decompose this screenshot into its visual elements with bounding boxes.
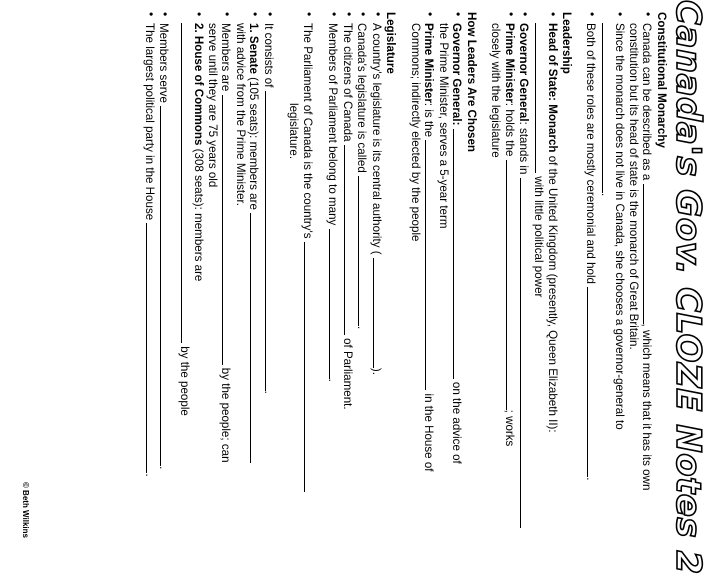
list-item: [627, 12, 655, 532]
fill-blank[interactable]: [506, 160, 517, 410]
item-text: the Prime Minister, serves a 5-year term: [437, 23, 450, 229]
fill-blank[interactable]: [265, 91, 276, 391]
term-label: Head of State:: [546, 23, 560, 101]
fill-blank[interactable]: [644, 184, 655, 324]
item-text: of the United Kingdom (presently, Queen Elizabeth II):: [546, 155, 560, 433]
item-text: Members are: [219, 23, 233, 92]
item-text: .: [143, 473, 156, 477]
item-text: .: [326, 378, 340, 382]
list-item: [370, 12, 385, 532]
item-text: in the House of: [422, 393, 436, 472]
item-text: It consists of: [262, 23, 275, 88]
item-text: with little political power: [532, 176, 545, 298]
fill-blank[interactable]: [161, 106, 172, 466]
fill-blank[interactable]: [251, 213, 262, 463]
section-heading-leadership: Leadership: [560, 12, 573, 74]
item-text: Commons; indirectly elected by the people: [409, 23, 422, 242]
fill-blank[interactable]: [146, 223, 157, 473]
list-item: [584, 12, 599, 532]
leadership-list: [489, 12, 560, 532]
item-text: by the people; can: [219, 367, 233, 463]
item-text: The citizens of Canada: [341, 23, 354, 142]
item-text: .: [599, 193, 612, 197]
term-label: Prime Minister: [503, 23, 516, 103]
notes-content: [143, 12, 669, 532]
term-label: Prime Minister: [422, 23, 436, 103]
item-text: : is the: [422, 102, 436, 138]
fill-blank[interactable]: [588, 287, 599, 477]
item-text: serve until they are 75 years old: [206, 23, 219, 188]
item-text: : holds the: [503, 102, 516, 157]
fill-blank[interactable]: [181, 23, 192, 343]
list-item: [262, 12, 277, 532]
list-item: [341, 12, 356, 532]
chosen-list: [409, 12, 465, 532]
item-text: legislature.: [287, 103, 301, 160]
house-list: [143, 12, 172, 532]
item-text: ; works: [503, 409, 516, 447]
item-text: of Parliament.: [341, 338, 354, 410]
item-text: .: [355, 326, 369, 330]
page-title: Canada's Gov. CLOZE Notes 2: [668, 0, 708, 575]
list-item: [326, 12, 341, 532]
item-text: The Parliament of Canada is the country's: [301, 23, 314, 239]
item-text: A country's legislature is its central authority (: [370, 23, 383, 255]
parliament-structure-list: [178, 12, 277, 532]
item-text: .: [262, 390, 275, 394]
item-text: Both of these roles are mostly ceremonial and hold: [584, 23, 598, 285]
fill-blank[interactable]: [223, 95, 234, 365]
copyright-credit: © Beth Wilkins: [21, 481, 30, 538]
fill-blank[interactable]: [330, 229, 341, 379]
list-item: [599, 12, 627, 532]
fill-blank[interactable]: [344, 145, 355, 335]
section-heading-chosen: How Leaders Are Chosen: [465, 12, 478, 153]
item-text: The largest political party in the House: [143, 23, 156, 221]
fill-blank[interactable]: [304, 242, 315, 492]
item-text: by the people: [178, 346, 191, 416]
fill-blank[interactable]: [602, 23, 613, 193]
item-text: Canada can be described as a: [640, 23, 654, 181]
term-label: Governor General: [517, 23, 531, 122]
list-item: [409, 12, 437, 532]
fill-blank[interactable]: [535, 23, 546, 173]
term-label: 2. House of Commons: [192, 23, 206, 146]
fill-blank[interactable]: [521, 178, 532, 528]
item-text: Since the monarch does not live in Canada, she chooses a governor-general to: [613, 23, 627, 430]
list-item: [532, 12, 560, 532]
item-text: on the advice of: [450, 381, 464, 464]
fill-blank[interactable]: [373, 258, 384, 368]
term-label: Monarch: [546, 104, 560, 153]
item-text: , which means that it has its own constitution but its head of state is the monarch of Great Britain.: [627, 23, 654, 491]
item-text: .: [584, 477, 598, 481]
item-text: (105 seats): members are: [247, 77, 261, 210]
section-heading-legislature: Legislature: [384, 12, 398, 74]
list-item: [157, 12, 172, 532]
item-text: .: [157, 466, 171, 470]
item-text: ).: [370, 367, 383, 375]
list-item: [206, 12, 234, 532]
section-heading-monarchy: Constitutional Monarchy: [655, 12, 668, 148]
item-text: Members of Parliament belong to many: [326, 23, 340, 226]
list-item: [355, 12, 370, 532]
term-label: 1. Senate: [247, 23, 261, 74]
list-item: [143, 12, 158, 532]
item-text: Members serve: [157, 23, 171, 103]
parliament-list: [287, 12, 315, 532]
term-label: Governor General:: [450, 23, 464, 126]
fill-blank[interactable]: [454, 129, 465, 379]
item-text: (308 seats): members are: [192, 148, 206, 282]
item-text: : stands in: [517, 121, 531, 175]
fill-blank[interactable]: [359, 176, 370, 326]
legislature-list: [326, 12, 384, 532]
list-item: [489, 12, 517, 532]
monarchy-list: [584, 12, 655, 532]
fill-blank[interactable]: [426, 140, 437, 390]
item-text: Canada's legislature is called: [355, 23, 369, 173]
item-text: closely with the legislature: [489, 23, 503, 158]
list-item: [437, 12, 465, 532]
list-item: [287, 12, 315, 532]
list-item: [234, 12, 262, 532]
list-item: [178, 12, 206, 532]
item-text: with advice from the Prime Minister.: [234, 23, 247, 206]
list-item: [517, 12, 532, 532]
